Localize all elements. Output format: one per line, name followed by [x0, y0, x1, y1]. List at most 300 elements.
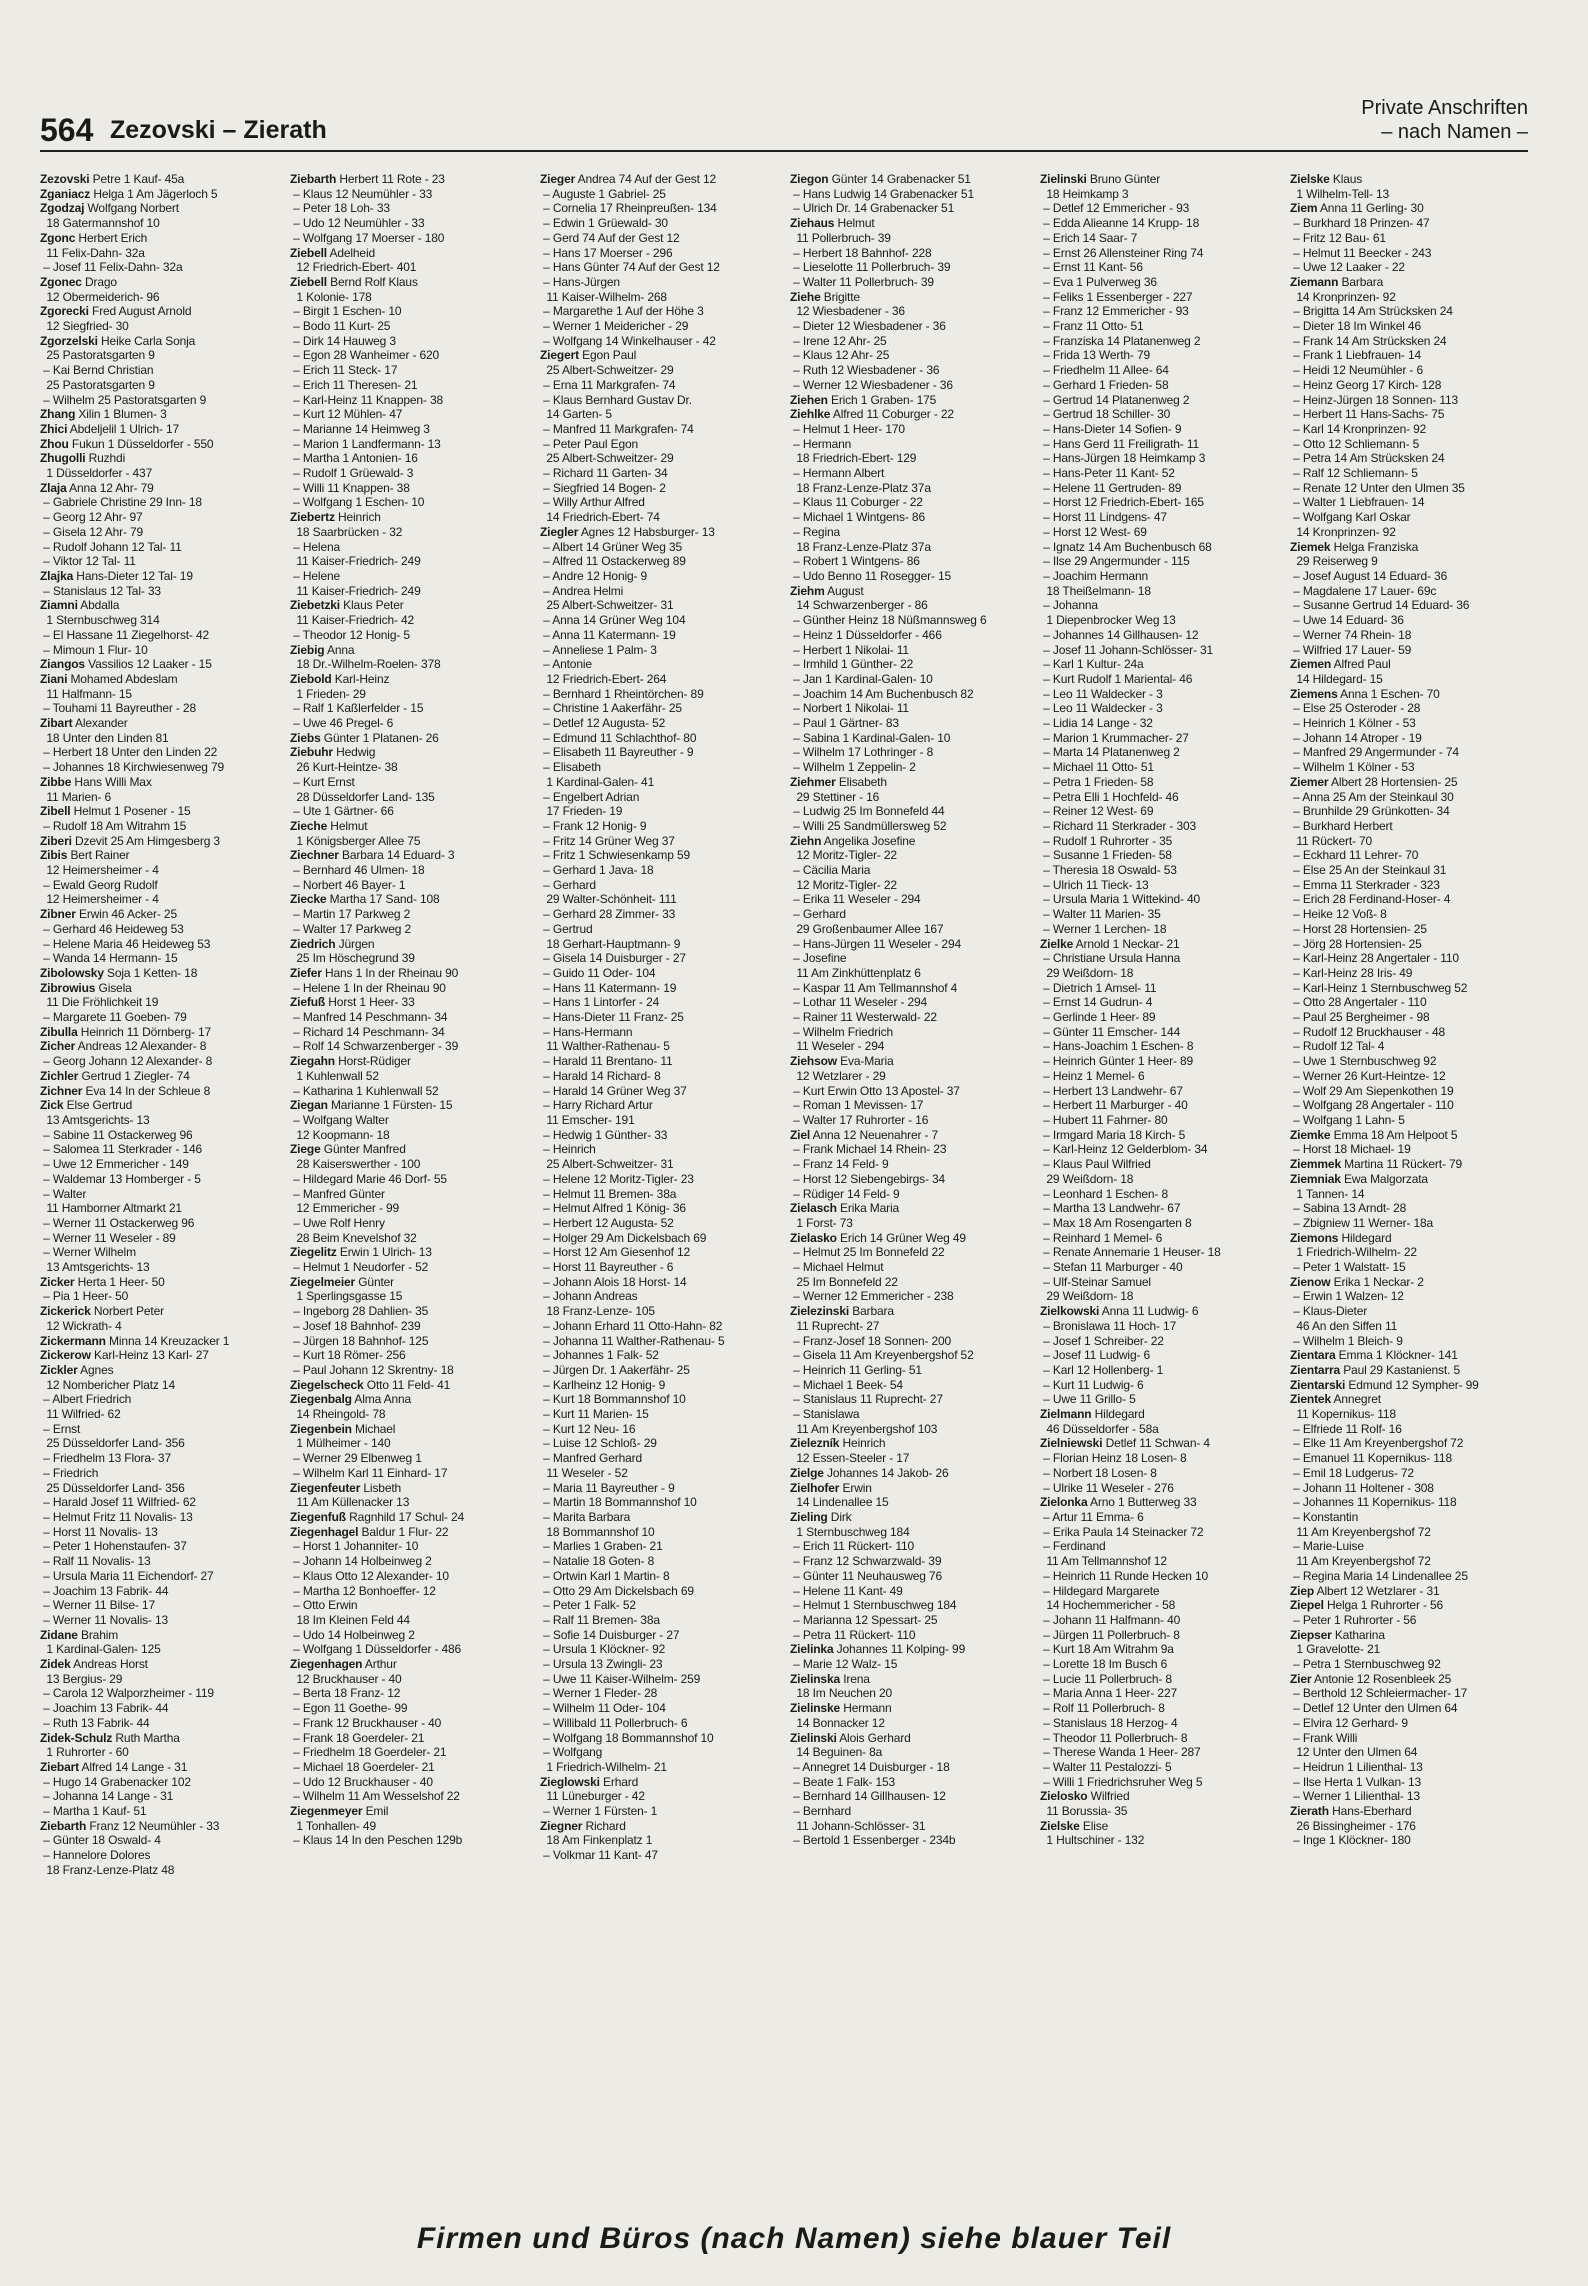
directory-entry — [290, 687, 530, 702]
directory-entry — [40, 804, 280, 819]
entry-details: – Leo 11 Waldecker - 3 — [1040, 701, 1163, 716]
entry-details: – Harry Richard Artur — [540, 1098, 653, 1113]
directory-entry — [1290, 966, 1530, 981]
entry-details: 25 Düsseldorfer Land- 356 — [40, 1436, 185, 1451]
entry-details: Katharina — [1331, 1627, 1385, 1642]
entry-details: – Dirk 14 Hauweg 3 — [290, 333, 396, 348]
entry-details: – Gisela 12 Ahr- 79 — [40, 524, 144, 539]
directory-entry — [540, 1069, 780, 1084]
entry-details: – Lothar 11 Weseler - 294 — [790, 995, 928, 1010]
directory-entry — [790, 1451, 1030, 1466]
directory-entry — [790, 760, 1030, 775]
entry-details: 14 Hildegard- 15 — [1290, 671, 1383, 686]
entry-details: 29 Weißdorn- 18 — [1040, 1289, 1134, 1304]
entry-details: – Carola 12 Walporzheimer - 119 — [40, 1686, 214, 1701]
entry-surname: Zhang — [40, 407, 76, 422]
entry-surname: Zlajka — [40, 568, 74, 583]
entry-details: 1 Tonhallen- 49 — [290, 1818, 376, 1833]
directory-entry — [1290, 187, 1530, 202]
directory-entry — [290, 1054, 530, 1069]
entry-details: – Wolfgang Karl Oskar — [1290, 510, 1411, 525]
entry-details: – Ulrike 11 Weseler - 276 — [1040, 1480, 1174, 1495]
directory-entry — [790, 319, 1030, 334]
entry-details: Emma 18 Am Helpoot 5 — [1330, 1127, 1458, 1142]
entry-details: 1 Sternbuschweg 184 — [790, 1524, 910, 1539]
directory-entry — [1290, 510, 1530, 525]
entry-details: 12 Friedrich-Ebert- 264 — [540, 671, 667, 686]
directory-entry — [1290, 1686, 1530, 1701]
directory-entry — [40, 1216, 280, 1231]
entry-details: – Uwe 11 Grillo- 5 — [1040, 1392, 1136, 1407]
directory-entry — [1040, 819, 1280, 834]
entry-details: 1 Ruhrorter - 60 — [40, 1745, 129, 1760]
entry-details: Albert 28 Hortensien- 25 — [1328, 774, 1458, 789]
entry-details: – Karl-Heinz 11 Knappen- 38 — [290, 392, 444, 407]
entry-details: – Michael 11 Otto- 51 — [1040, 760, 1154, 775]
directory-entry — [1040, 1495, 1280, 1510]
entry-surname: Zgorzelski — [40, 333, 98, 348]
directory-entry — [790, 1657, 1030, 1672]
directory-entry — [40, 1319, 280, 1334]
entry-details: – Bernhard 14 Gillhausen- 12 — [790, 1789, 946, 1804]
directory-entry — [40, 246, 280, 261]
entry-details: – Ute 1 Gärtner- 66 — [290, 804, 394, 819]
directory-entry — [790, 584, 1030, 599]
directory-entry — [790, 1731, 1030, 1746]
directory-entry — [790, 1672, 1030, 1687]
entry-surname: Zgonc — [40, 230, 76, 245]
directory-entry — [540, 834, 780, 849]
entry-details: – Hans 1 Lintorfer - 24 — [540, 995, 660, 1010]
entry-details: – Günter 11 Emscher- 144 — [1040, 1024, 1181, 1039]
entry-details: – Marion 1 Landfermann- 13 — [290, 436, 441, 451]
entry-details: – Fritz 1 Schwiesenkamp 59 — [540, 848, 691, 863]
directory-entry — [1290, 231, 1530, 246]
entry-surname: Zibrowius — [40, 980, 96, 995]
entry-details: – Helmut 11 Bremen- 38a — [540, 1186, 677, 1201]
directory-entry — [540, 1628, 780, 1643]
entry-details: – Wilhelm 11 Oder- 104 — [540, 1701, 666, 1716]
entry-details: – Josef 11 Ludwig- 6 — [1040, 1348, 1151, 1363]
entry-details: – Willi 11 Knappen- 38 — [290, 480, 410, 495]
entry-details: – Werner 29 Elbenweg 1 — [290, 1451, 422, 1466]
entry-surname: Zielinske — [790, 1701, 841, 1716]
directory-entry — [1040, 598, 1280, 613]
directory-entry — [540, 892, 780, 907]
entry-details: – Heinrich 11 Gerling- 51 — [790, 1362, 922, 1377]
entry-details: Brigitte — [820, 289, 860, 304]
entry-surname: Zielkowski — [1040, 1304, 1100, 1319]
directory-entry — [1290, 716, 1530, 731]
directory-entry — [540, 848, 780, 863]
directory-entry — [790, 907, 1030, 922]
directory-entry — [290, 554, 530, 569]
entry-details: Günter — [355, 1274, 395, 1289]
directory-entry — [790, 1187, 1030, 1202]
directory-entry — [540, 1392, 780, 1407]
directory-entry — [290, 1084, 530, 1099]
directory-entry — [540, 216, 780, 231]
directory-entry — [40, 569, 280, 584]
entry-details: 14 Friedrich-Ebert- 74 — [540, 510, 660, 525]
directory-entry — [1040, 393, 1280, 408]
directory-entry — [1290, 1510, 1530, 1525]
entry-surname: Zielosko — [1040, 1789, 1088, 1804]
entry-details: Vassilios 12 Laaker - 15 — [84, 657, 212, 672]
directory-entry — [540, 319, 780, 334]
entry-details: – Uwe Rolf Henry — [290, 1215, 385, 1230]
directory-entry — [290, 966, 530, 981]
directory-entry — [1040, 1804, 1280, 1819]
entry-surname: Ziegan — [290, 1098, 328, 1113]
directory-entry — [540, 1745, 780, 1760]
entry-details: 11 Walther-Rathenau- 5 — [540, 1039, 670, 1054]
directory-entry — [1040, 892, 1280, 907]
entry-details: Hans Willi Max — [71, 774, 152, 789]
directory-entry — [40, 922, 280, 937]
directory-entry — [40, 1495, 280, 1510]
entry-details: – Erich 11 Steck- 17 — [290, 363, 398, 378]
entry-details: – Walter 17 Ruhrorter - 16 — [790, 1113, 929, 1127]
directory-entry — [290, 701, 530, 716]
entry-details: Jürgen — [335, 936, 375, 951]
directory-entry — [540, 863, 780, 878]
entry-details: – Susanne Gertrud 14 Eduard- 36 — [1290, 598, 1470, 613]
entry-details: – Ferdinand — [1040, 1539, 1106, 1554]
entry-details: – Horst 12 Friedrich-Ebert- 165 — [1040, 495, 1204, 510]
entry-details: – Artur 11 Emma- 6 — [1040, 1509, 1144, 1524]
entry-details: – Regina — [790, 524, 841, 539]
directory-entry — [540, 1686, 780, 1701]
directory-entry — [40, 1187, 280, 1202]
entry-details: – Herbert 11 Hans-Sachs- 75 — [1290, 407, 1445, 422]
entry-surname: Zichler — [40, 1068, 79, 1083]
entry-details: – Otto 12 Schliemann- 5 — [1290, 436, 1420, 451]
directory-entry — [290, 1245, 530, 1260]
directory-entry — [540, 819, 780, 834]
entry-details: 25 Albert-Schweitzer- 29 — [540, 451, 674, 466]
directory-entry — [790, 246, 1030, 261]
directory-entry — [290, 878, 530, 893]
entry-details: – Helene 12 Moritz-Tigler- 23 — [540, 1171, 694, 1186]
directory-entry — [1040, 1451, 1280, 1466]
entry-details: 14 Kronprinzen- 92 — [1290, 289, 1396, 304]
directory-entry — [790, 481, 1030, 496]
directory-entry — [790, 1098, 1030, 1113]
directory-entry — [790, 437, 1030, 452]
entry-details: – Helmut Fritz 11 Novalis- 13 — [40, 1509, 193, 1524]
entry-details: – Gerhard 28 Zimmer- 33 — [540, 907, 676, 922]
directory-entry — [290, 1422, 530, 1437]
entry-details: 1 Sperlingsgasse 15 — [290, 1289, 403, 1304]
entry-details: – Wolfgang 28 Angertaler - 110 — [1290, 1098, 1454, 1113]
entry-details: Agnes — [77, 1362, 114, 1377]
directory-entry — [290, 643, 530, 658]
entry-details: – Fritz 14 Grüner Weg 37 — [540, 833, 675, 848]
entry-surname: Zidane — [40, 1627, 78, 1642]
entry-surname: Zielinska — [790, 1671, 841, 1686]
directory-entry — [790, 510, 1030, 525]
directory-entry — [1040, 701, 1280, 716]
entry-details: – Werner 1 Fürsten- 1 — [540, 1804, 658, 1819]
entry-details: – Rainer 11 Westerwald- 22 — [790, 1010, 937, 1025]
entry-details: – Hans Ludwig 14 Grabenacker 51 — [790, 186, 974, 201]
directory-entry — [290, 1804, 530, 1819]
entry-details: – Albert Friedrich — [40, 1392, 132, 1407]
entry-details: – Josef 1 Schreiber- 22 — [1040, 1333, 1164, 1348]
entry-surname: Ziegenbein — [290, 1421, 352, 1436]
entry-details: – Marie-Luise — [1290, 1539, 1364, 1554]
directory-entry — [1040, 1304, 1280, 1319]
entry-details: – Hans-Joachim 1 Eschen- 8 — [1040, 1039, 1194, 1054]
entry-details: – Johann 14 Atroper - 19 — [1290, 730, 1422, 745]
directory-entry — [290, 937, 530, 952]
entry-details: – Klaus Bernhard Gustav Dr. — [540, 392, 692, 407]
entry-details: Fred August Arnold — [88, 304, 192, 319]
entry-details: – Rudolf 12 Tal- 4 — [1290, 1039, 1385, 1054]
directory-entry — [540, 466, 780, 481]
directory-entry — [790, 1760, 1030, 1775]
entry-details: – Heinrich — [540, 1142, 596, 1157]
directory-entry — [1040, 937, 1280, 952]
entry-details: 1 Diepenbrocker Weg 13 — [1040, 613, 1176, 628]
entry-details: – Manfred 11 Markgrafen- 74 — [540, 421, 694, 436]
directory-entry — [790, 1245, 1030, 1260]
entry-details: – Karl-Heinz 28 Angertaler - 110 — [1290, 951, 1459, 966]
directory-entry — [1290, 1025, 1530, 1040]
directory-entry — [1040, 319, 1280, 334]
directory-entry — [1290, 863, 1530, 878]
entry-details: – Antonie — [540, 657, 592, 672]
entry-details: – Maria Anna 1 Heer- 227 — [1040, 1686, 1177, 1701]
entry-surname: Zibner — [40, 907, 76, 922]
directory-entry — [540, 1010, 780, 1025]
entry-surname: Zickermann — [40, 1333, 106, 1348]
entry-surname: Ziegenfuß — [290, 1509, 346, 1524]
directory-entry — [790, 1334, 1030, 1349]
directory-entry — [540, 334, 780, 349]
entry-details: – Hugo 14 Grabenacker 102 — [40, 1774, 191, 1789]
entry-surname: Zhici — [40, 421, 68, 436]
directory-entry — [1290, 775, 1530, 790]
entry-details: Gertrud 1 Ziegler- 74 — [78, 1068, 190, 1083]
directory-entry — [790, 643, 1030, 658]
entry-surname: Zielasko — [790, 1230, 837, 1245]
entry-details: – Helena — [290, 539, 341, 554]
entry-details: 1 Wilhelm-Tell- 13 — [1290, 186, 1390, 201]
entry-details: – Wolfgang 14 Winkelhauser - 42 — [540, 333, 716, 348]
directory-entry — [1290, 1584, 1530, 1599]
entry-details: – Uwe 11 Kaiser-Wilhelm- 259 — [540, 1671, 701, 1686]
directory-entry — [540, 1348, 780, 1363]
directory-entry — [1290, 1804, 1530, 1819]
directory-entry — [540, 1804, 780, 1819]
entry-details: 11 Lüneburger - 42 — [540, 1789, 645, 1804]
directory-entry — [540, 1363, 780, 1378]
entry-details: 25 Albert-Schweitzer- 29 — [540, 363, 674, 378]
directory-entry — [1040, 1775, 1280, 1790]
directory-entry — [790, 1701, 1030, 1716]
directory-entry — [790, 1510, 1030, 1525]
entry-surname: Zielinski — [790, 1730, 837, 1745]
entry-details: 13 Bergius- 29 — [40, 1671, 123, 1686]
directory-entry — [1290, 1731, 1530, 1746]
directory-entry — [290, 378, 530, 393]
entry-details: – Lucie 11 Pollerbruch- 8 — [1040, 1671, 1172, 1686]
entry-details: – Berta 18 Franz- 12 — [290, 1686, 401, 1701]
directory-entry — [1290, 1142, 1530, 1157]
directory-entry — [1290, 598, 1530, 613]
directory-entry — [1040, 1319, 1280, 1334]
entry-details: – Rudolf 1 Ruhrorter - 35 — [1040, 833, 1173, 848]
entry-details: – Richard 11 Sterkrader - 303 — [1040, 818, 1197, 833]
entry-details: 12 Friedrich-Ebert- 401 — [290, 260, 417, 275]
entry-details: – Marita Barbara — [540, 1509, 631, 1524]
entry-surname: Ziehm — [790, 583, 825, 598]
entry-details: Hans-Eberhard — [1328, 1804, 1412, 1819]
directory-entry — [290, 1113, 530, 1128]
directory-entry — [540, 481, 780, 496]
entry-details: Annegret — [1330, 1392, 1381, 1407]
directory-entry — [540, 760, 780, 775]
entry-details: 18 Friedrich-Ebert- 129 — [790, 451, 917, 466]
entry-details: – Helmut Alfred 1 König- 36 — [540, 1201, 686, 1216]
directory-entry — [790, 1686, 1030, 1701]
directory-entry — [1040, 731, 1280, 746]
entry-details: Arnold 1 Neckar- 21 — [1073, 936, 1180, 951]
directory-entry — [1040, 584, 1280, 599]
directory-entry — [790, 1819, 1030, 1834]
directory-entry — [1040, 1348, 1280, 1363]
entry-details: – Ruth 13 Fabrik- 44 — [40, 1715, 150, 1730]
entry-details: Otto 11 Feld- 41 — [363, 1377, 451, 1392]
entry-details: 1 Friedrich-Wilhelm- 21 — [540, 1759, 667, 1774]
directory-entry — [1290, 1392, 1530, 1407]
directory-entry — [540, 966, 780, 981]
entry-details: – Elfriede 11 Rolf- 16 — [1290, 1421, 1402, 1436]
entry-details: – Bernhard — [790, 1804, 852, 1819]
entry-details: 26 Bissingheimer - 176 — [1290, 1818, 1416, 1833]
directory-entry — [1040, 878, 1280, 893]
entry-details: – Brigitta 14 Am Strücksken 24 — [1290, 304, 1453, 319]
entry-surname: Ziegenhagen — [290, 1657, 363, 1672]
entry-details: Dzevit 25 Am Himgesberg 3 — [71, 833, 220, 848]
entry-details: – Kurt Erwin Otto 13 Apostel- 37 — [790, 1083, 960, 1098]
entry-details: – Wilhelm 1 Bleich- 9 — [1290, 1333, 1403, 1348]
entry-surname: Zientarra — [1290, 1362, 1341, 1377]
directory-entry — [1290, 1363, 1530, 1378]
entry-surname: Ziebell — [290, 274, 327, 289]
entry-details: – Martha 12 Bonhoeffer- 12 — [290, 1583, 436, 1598]
directory-entry — [40, 510, 280, 525]
directory-entry — [40, 451, 280, 466]
entry-surname: Zielmann — [1040, 1407, 1092, 1422]
entry-details: – Martin 17 Parkweg 2 — [290, 907, 411, 922]
entry-surname: Zielge — [790, 1465, 824, 1480]
page-title: Zezovski – Zierath — [110, 116, 327, 144]
entry-details: – Helene — [290, 568, 341, 583]
entry-details: Helmut — [834, 216, 875, 231]
directory-entry — [40, 393, 280, 408]
entry-details: – Horst 11 Bayreuther - 6 — [540, 1260, 674, 1275]
entry-details: – Frank 18 Goerdeler- 21 — [290, 1730, 425, 1745]
directory-entry — [290, 334, 530, 349]
directory-entry — [790, 981, 1030, 996]
directory-entry — [1040, 275, 1280, 290]
entry-details: Abdalla — [77, 598, 120, 613]
directory-entry — [1290, 569, 1530, 584]
directory-entry — [1040, 260, 1280, 275]
directory-entry — [540, 1510, 780, 1525]
entry-details: – Gerhard — [540, 877, 596, 892]
directory-entry — [540, 363, 780, 378]
entry-surname: Ziemke — [1290, 1127, 1331, 1142]
directory-entry — [790, 922, 1030, 937]
directory-entry — [1040, 1686, 1280, 1701]
entry-details: – Hermann Albert — [790, 466, 885, 481]
directory-entry — [1290, 1481, 1530, 1496]
directory-entry — [1040, 334, 1280, 349]
entry-details: – Marianna 12 Spessart- 25 — [790, 1612, 938, 1627]
entry-surname: Zieling — [790, 1509, 828, 1524]
entry-details: – Wolfgang 1 Eschen- 10 — [290, 495, 425, 510]
directory-entry — [790, 1481, 1030, 1496]
entry-details: – Kurt 18 Bommannshof 10 — [540, 1392, 686, 1407]
directory-entry — [290, 1539, 530, 1554]
directory-entry — [40, 1069, 280, 1084]
directory-entry — [790, 348, 1030, 363]
entry-details: – Maria 11 Bayreuther - 9 — [540, 1480, 675, 1495]
entry-details: – Heinz Georg 17 Kirch- 128 — [1290, 377, 1442, 392]
entry-details: Paul 29 Kastanienst. 5 — [1340, 1362, 1460, 1377]
entry-details: – Werner 12 Wiesbadener - 36 — [790, 377, 953, 392]
directory-entry — [290, 745, 530, 760]
directory-entry — [540, 554, 780, 569]
directory-entry — [540, 1098, 780, 1113]
entry-details: – Wilfried 17 Lauer- 59 — [1290, 642, 1412, 657]
entry-details: – Andrea Helmi — [540, 583, 624, 598]
directory-entry — [40, 863, 280, 878]
entry-details: – Susanne 1 Frieden- 58 — [1040, 848, 1172, 863]
directory-entry — [40, 1569, 280, 1584]
entry-details: 11 Emscher- 191 — [540, 1113, 635, 1127]
directory-entry — [40, 275, 280, 290]
directory-entry — [1040, 187, 1280, 202]
directory-entry — [540, 1525, 780, 1540]
entry-details: – Karl 12 Hollenberg- 1 — [1040, 1362, 1164, 1377]
entry-details: Karl-Heinz — [331, 671, 390, 686]
directory-entry — [1040, 481, 1280, 496]
directory-entry — [1040, 951, 1280, 966]
entry-details: – Klaus Otto 12 Alexander- 10 — [290, 1568, 449, 1583]
directory-entry — [290, 1128, 530, 1143]
directory-entry — [40, 1231, 280, 1246]
directory-entry — [540, 745, 780, 760]
directory-entry — [1290, 1672, 1530, 1687]
entry-details: Horst-Rüdiger — [334, 1054, 411, 1069]
directory-entry — [40, 951, 280, 966]
directory-entry — [540, 437, 780, 452]
entry-details: Heinrich 11 Dörnberg- 17 — [77, 1024, 212, 1039]
directory-entry — [1040, 1334, 1280, 1349]
entry-details: – Hans Günter 74 Auf der Gest 12 — [540, 260, 720, 275]
entry-details: – Ernst 14 Gudrun- 4 — [1040, 995, 1153, 1010]
entry-details: – Paul 1 Gärtner- 83 — [790, 716, 899, 731]
directory-column-4 — [790, 172, 1030, 2222]
directory-entry — [290, 1275, 530, 1290]
entry-details: – Jan 1 Kardinal-Galen- 10 — [790, 671, 933, 686]
directory-entry — [1040, 804, 1280, 819]
